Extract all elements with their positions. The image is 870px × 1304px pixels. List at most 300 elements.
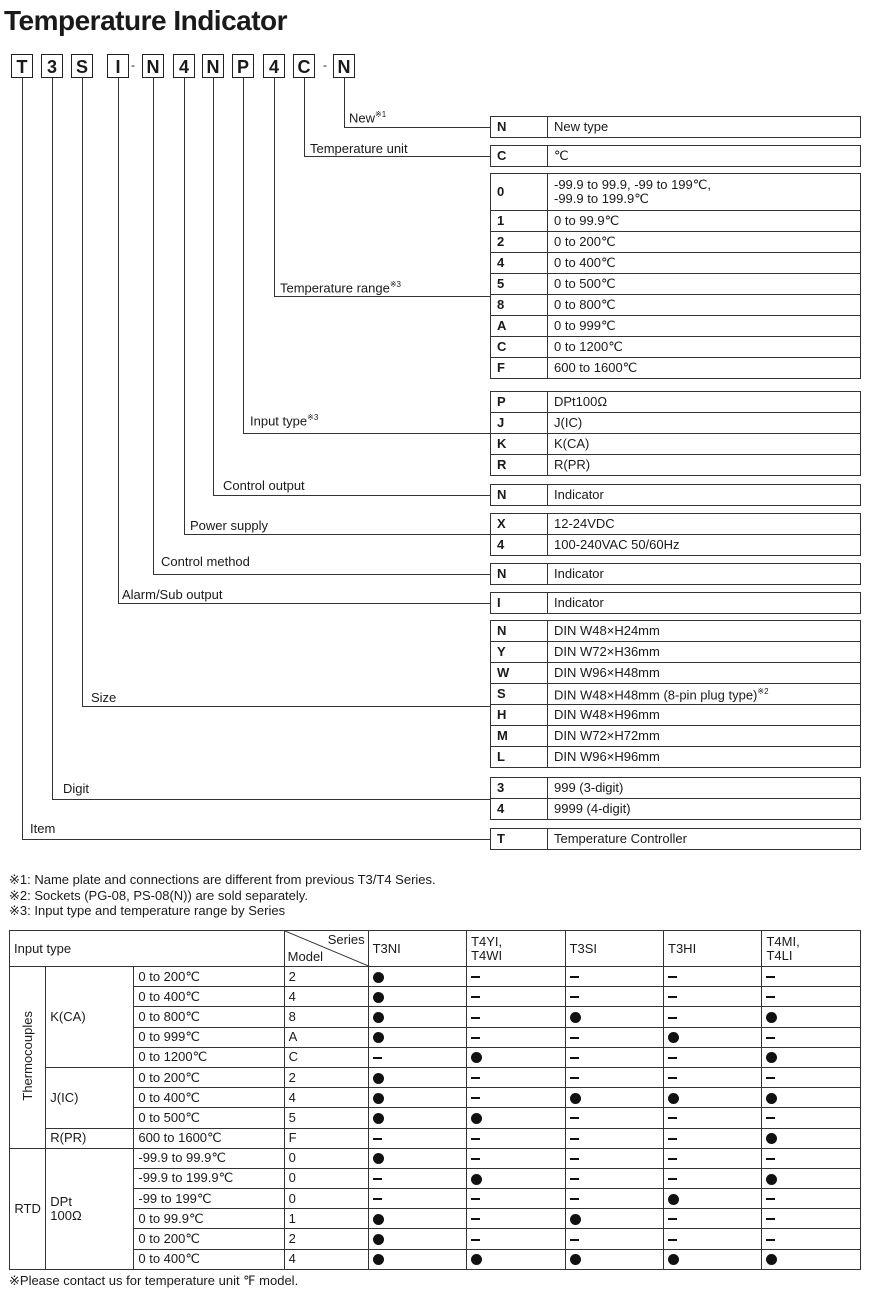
- branch-label-text: Digit: [63, 781, 90, 796]
- support-cell: [368, 1007, 466, 1027]
- option-row: [491, 295, 861, 316]
- temperature-range: 0 to 200℃: [134, 1067, 284, 1087]
- support-cell: [565, 1067, 663, 1087]
- unsupported-dash-icon: [668, 1117, 677, 1119]
- connector-line: [52, 78, 53, 799]
- option-code: P: [491, 392, 548, 413]
- input-group-label: RTD: [14, 1200, 41, 1216]
- model-code: 4: [284, 1249, 368, 1269]
- connector-line: [304, 156, 490, 157]
- branch-label: [30, 821, 55, 836]
- option-code: K: [491, 434, 548, 455]
- model-code: 0: [284, 1189, 368, 1209]
- option-row: [491, 434, 861, 455]
- option-code: A: [491, 316, 548, 337]
- option-row: [491, 564, 861, 585]
- option-description: DIN W96×H96mm: [548, 747, 861, 768]
- option-row: [491, 211, 861, 232]
- support-cell: [664, 1108, 762, 1128]
- code-char-8: P: [232, 54, 254, 78]
- unsupported-dash-icon: [471, 996, 480, 998]
- table-row: [10, 1027, 861, 1047]
- support-cell: [467, 967, 565, 987]
- support-cell: [664, 1229, 762, 1249]
- support-cell: [762, 1047, 861, 1067]
- support-cell: [467, 1249, 565, 1269]
- support-cell: [368, 967, 466, 987]
- supported-dot-icon: [471, 1113, 482, 1124]
- option-code: 4: [491, 253, 548, 274]
- support-cell: [762, 1108, 861, 1128]
- branch-label-text: Power supply: [190, 518, 269, 533]
- option-description: Indicator: [548, 564, 861, 585]
- unsupported-dash-icon: [766, 1218, 775, 1220]
- temperature-range: -99.9 to 99.9℃: [134, 1148, 284, 1168]
- supported-dot-icon: [766, 1093, 777, 1104]
- unsupported-dash-icon: [668, 1178, 677, 1180]
- temperature-range: 0 to 999℃: [134, 1027, 284, 1047]
- option-code: I: [491, 593, 548, 614]
- supported-dot-icon: [471, 1174, 482, 1185]
- input-group-label: Thermocouples: [19, 1011, 35, 1101]
- option-code: Y: [491, 642, 548, 663]
- option-description: DIN W72×H72mm: [548, 726, 861, 747]
- support-cell: [664, 1148, 762, 1168]
- unsupported-dash-icon: [570, 1178, 579, 1180]
- option-code: 1: [491, 211, 548, 232]
- code-char-2: 3: [41, 54, 63, 78]
- supported-dot-icon: [570, 1254, 581, 1265]
- support-cell: [664, 1007, 762, 1027]
- temperature-range: 0 to 400℃: [134, 1249, 284, 1269]
- code-char-4: I: [107, 54, 129, 78]
- supported-dot-icon: [668, 1254, 679, 1265]
- option-row: [491, 593, 861, 614]
- support-cell: [368, 1047, 466, 1067]
- option-description: 12-24VDC: [548, 514, 861, 535]
- support-cell: [762, 1249, 861, 1269]
- unsupported-dash-icon: [570, 1138, 579, 1140]
- option-code: W: [491, 663, 548, 684]
- option-row: [491, 705, 861, 726]
- option-table: [490, 592, 861, 614]
- support-cell: [467, 1229, 565, 1249]
- unsupported-dash-icon: [668, 1077, 677, 1079]
- option-description: 0 to 1200℃: [548, 337, 861, 358]
- connector-line: [22, 78, 23, 839]
- support-cell: [368, 1128, 466, 1148]
- supported-dot-icon: [668, 1194, 679, 1205]
- branch-label: [161, 554, 250, 569]
- unsupported-dash-icon: [570, 1158, 579, 1160]
- supported-dot-icon: [471, 1254, 482, 1265]
- support-cell: [565, 1088, 663, 1108]
- option-row: [491, 358, 861, 379]
- supported-dot-icon: [766, 1052, 777, 1063]
- option-row: [491, 392, 861, 413]
- support-cell: [565, 987, 663, 1007]
- unsupported-dash-icon: [766, 976, 775, 978]
- code-char-9: 4: [263, 54, 285, 78]
- series-model-header: [284, 931, 368, 967]
- supported-dot-icon: [471, 1052, 482, 1063]
- branch-label: [122, 587, 222, 602]
- supported-dot-icon: [766, 1012, 777, 1023]
- supported-dot-icon: [373, 1093, 384, 1104]
- unsupported-dash-icon: [766, 996, 775, 998]
- support-cell: [762, 987, 861, 1007]
- table-row: [10, 1088, 861, 1108]
- support-cell: [467, 1128, 565, 1148]
- temperature-range: 0 to 400℃: [134, 1088, 284, 1108]
- option-row: [491, 684, 861, 705]
- support-cell: [762, 1128, 861, 1148]
- supported-dot-icon: [373, 1012, 384, 1023]
- option-table: [490, 828, 861, 850]
- support-cell: [664, 1088, 762, 1108]
- unsupported-dash-icon: [766, 1198, 775, 1200]
- branch-label-text: New: [349, 110, 376, 126]
- connector-line: [344, 78, 345, 127]
- support-cell: [565, 1189, 663, 1209]
- unsupported-dash-icon: [373, 1057, 382, 1059]
- support-cell: [565, 1027, 663, 1047]
- footnote-mark: ※3: [389, 280, 401, 289]
- option-code: J: [491, 413, 548, 434]
- unsupported-dash-icon: [766, 1117, 775, 1119]
- unsupported-dash-icon: [668, 1138, 677, 1140]
- option-code: N: [491, 621, 548, 642]
- support-cell: [762, 967, 861, 987]
- temperature-range: 0 to 1200℃: [134, 1047, 284, 1067]
- connector-line: [153, 78, 154, 574]
- connector-line: [274, 78, 275, 296]
- footnote-2: ※2: Sockets (PG-08, PS-08(N)) are sold separately.: [9, 887, 308, 903]
- option-row: [491, 485, 861, 506]
- option-code: H: [491, 705, 548, 726]
- branch-label-text: Size: [91, 690, 117, 705]
- option-description: 100-240VAC 50/60Hz: [548, 535, 861, 556]
- option-code: 4: [491, 535, 548, 556]
- unsupported-dash-icon: [668, 976, 677, 978]
- support-cell: [368, 1067, 466, 1087]
- option-description: -99.9 to 99.9, -99 to 199℃, -99.9 to 199.9℃: [548, 174, 861, 211]
- table-row: [10, 987, 861, 1007]
- unsupported-dash-icon: [471, 976, 480, 978]
- supported-dot-icon: [668, 1032, 679, 1043]
- support-cell: [565, 1148, 663, 1168]
- temperature-range: -99 to 199℃: [134, 1189, 284, 1209]
- branch-label: [280, 280, 401, 295]
- branch-label: [310, 141, 408, 156]
- option-description: 0 to 400℃: [548, 253, 861, 274]
- supported-dot-icon: [766, 1133, 777, 1144]
- table-row: [10, 1067, 861, 1087]
- option-row: [491, 455, 861, 476]
- unsupported-dash-icon: [570, 976, 579, 978]
- unsupported-dash-icon: [373, 1178, 382, 1180]
- table-row: [10, 1209, 861, 1229]
- connector-line: [118, 603, 490, 604]
- table-row: [10, 1229, 861, 1249]
- series-label: Series: [327, 932, 365, 947]
- unsupported-dash-icon: [766, 1037, 775, 1039]
- option-code: L: [491, 747, 548, 768]
- branch-label: [349, 110, 386, 125]
- input-group-cell: [10, 967, 46, 1149]
- footnotes: [9, 872, 436, 919]
- support-cell: [565, 1108, 663, 1128]
- branch-label-text: Input type: [250, 413, 308, 429]
- unsupported-dash-icon: [570, 1057, 579, 1059]
- supported-dot-icon: [373, 1032, 384, 1043]
- unsupported-dash-icon: [668, 1218, 677, 1220]
- support-cell: [664, 1249, 762, 1269]
- option-code: 3: [491, 778, 548, 799]
- option-code: C: [491, 337, 548, 358]
- branch-label: [223, 478, 305, 493]
- supported-dot-icon: [570, 1012, 581, 1023]
- unsupported-dash-icon: [766, 1239, 775, 1241]
- option-code: 8: [491, 295, 548, 316]
- code-dash: -: [323, 58, 327, 72]
- model-code: 4: [284, 1088, 368, 1108]
- model-code: 4: [284, 987, 368, 1007]
- series-column-header: T4MI, T4LI: [762, 931, 861, 967]
- connector-line: [184, 534, 490, 535]
- unsupported-dash-icon: [471, 1158, 480, 1160]
- supported-dot-icon: [373, 1254, 384, 1265]
- option-description: DIN W72×H36mm: [548, 642, 861, 663]
- temperature-range: 0 to 500℃: [134, 1108, 284, 1128]
- unsupported-dash-icon: [471, 1097, 480, 1099]
- support-cell: [368, 1027, 466, 1047]
- support-cell: [368, 1249, 466, 1269]
- series-column-header: T3SI: [565, 931, 663, 967]
- unsupported-dash-icon: [471, 1037, 480, 1039]
- support-cell: [368, 1168, 466, 1188]
- option-description: 600 to 1600℃: [548, 358, 861, 379]
- option-code: 4: [491, 799, 548, 820]
- branch-label-text: Alarm/Sub output: [122, 587, 223, 602]
- unsupported-dash-icon: [570, 1198, 579, 1200]
- option-row: [491, 146, 861, 167]
- option-description: 0 to 500℃: [548, 274, 861, 295]
- model-label: Model: [287, 949, 324, 964]
- branch-label-text: Control output: [223, 478, 305, 493]
- support-cell: [368, 1229, 466, 1249]
- option-description: 9999 (4-digit): [548, 799, 861, 820]
- model-code: 0: [284, 1148, 368, 1168]
- model-code: 2: [284, 1067, 368, 1087]
- support-cell: [368, 1088, 466, 1108]
- option-description: Indicator: [548, 485, 861, 506]
- option-code: 2: [491, 232, 548, 253]
- support-cell: [762, 1067, 861, 1087]
- supported-dot-icon: [373, 1234, 384, 1245]
- branch-label: [91, 690, 116, 705]
- support-cell: [467, 1088, 565, 1108]
- option-description: 0 to 999℃: [548, 316, 861, 337]
- series-column-header: T3NI: [368, 931, 466, 967]
- option-table: [490, 173, 861, 379]
- footer-note: ※Please contact us for temperature unit ℉ model.: [9, 1273, 299, 1288]
- table-row: [10, 1249, 861, 1269]
- option-table: [490, 391, 861, 476]
- unsupported-dash-icon: [471, 1077, 480, 1079]
- supported-dot-icon: [373, 972, 384, 983]
- unsupported-dash-icon: [471, 1017, 480, 1019]
- support-cell: [565, 1168, 663, 1188]
- unsupported-dash-icon: [471, 1198, 480, 1200]
- option-row: [491, 117, 861, 138]
- temperature-range: 0 to 200℃: [134, 967, 284, 987]
- footnote-3: ※3: Input type and temperature range by Series: [9, 903, 286, 918]
- unsupported-dash-icon: [668, 1239, 677, 1241]
- support-cell: [762, 1027, 861, 1047]
- option-description: DIN W48×H48mm (8-pin plug type)$^{※2}$: [548, 684, 861, 705]
- connector-line: [118, 78, 119, 603]
- option-row: [491, 174, 861, 211]
- model-code: 2: [284, 967, 368, 987]
- support-cell: [664, 967, 762, 987]
- input-type-header: Input type: [10, 931, 285, 967]
- option-row: [491, 514, 861, 535]
- input-sub-type: DPt 100Ω: [46, 1148, 134, 1269]
- support-cell: [368, 987, 466, 1007]
- option-row: [491, 232, 861, 253]
- temperature-range: 600 to 1600℃: [134, 1128, 284, 1148]
- temperature-range: 0 to 99.9℃: [134, 1209, 284, 1229]
- connector-line: [213, 78, 214, 495]
- connector-line: [22, 839, 490, 840]
- option-row: [491, 621, 861, 642]
- support-cell: [467, 1189, 565, 1209]
- connector-line: [243, 78, 244, 433]
- option-table: [490, 513, 861, 556]
- option-code: R: [491, 455, 548, 476]
- option-code: S: [491, 684, 548, 705]
- support-cell: [467, 1067, 565, 1087]
- option-description: DPt100Ω: [548, 392, 861, 413]
- option-description: R(PR): [548, 455, 861, 476]
- table-row: [10, 1189, 861, 1209]
- temperature-range: -99.9 to 199.9℃: [134, 1168, 284, 1188]
- connector-line: [52, 799, 490, 800]
- support-cell: [762, 1007, 861, 1027]
- table-row: [10, 1007, 861, 1027]
- support-cell: [762, 1229, 861, 1249]
- support-cell: [664, 1168, 762, 1188]
- connector-line: [274, 296, 490, 297]
- unsupported-dash-icon: [373, 1198, 382, 1200]
- option-code: F: [491, 358, 548, 379]
- support-cell: [664, 1209, 762, 1229]
- option-table: [490, 777, 861, 820]
- temperature-range: 0 to 800℃: [134, 1007, 284, 1027]
- unsupported-dash-icon: [766, 1158, 775, 1160]
- option-code: N: [491, 117, 548, 138]
- table-row: [10, 1047, 861, 1067]
- table-row: [10, 1148, 861, 1168]
- support-cell: [565, 1209, 663, 1229]
- code-char-10: C: [293, 54, 315, 78]
- connector-line: [82, 78, 83, 706]
- footnote-mark: ※2: [757, 687, 769, 697]
- supported-dot-icon: [373, 1214, 384, 1225]
- option-row: [491, 663, 861, 684]
- unsupported-dash-icon: [570, 1117, 579, 1119]
- support-cell: [762, 1168, 861, 1188]
- temperature-range: 0 to 400℃: [134, 987, 284, 1007]
- support-cell: [565, 967, 663, 987]
- option-description: Temperature Controller: [548, 829, 861, 850]
- unsupported-dash-icon: [668, 1158, 677, 1160]
- support-cell: [664, 1027, 762, 1047]
- input-sub-type: R(PR): [46, 1128, 134, 1148]
- code-char-11: N: [333, 54, 355, 78]
- series-compatibility-table: [9, 930, 861, 1270]
- unsupported-dash-icon: [668, 1057, 677, 1059]
- option-description: New type: [548, 117, 861, 138]
- option-code: C: [491, 146, 548, 167]
- model-code: 0: [284, 1168, 368, 1188]
- code-char-3: S: [71, 54, 93, 78]
- support-cell: [467, 987, 565, 1007]
- series-column-header: T3HI: [664, 931, 762, 967]
- option-description: K(CA): [548, 434, 861, 455]
- option-description: ℃: [548, 146, 861, 167]
- supported-dot-icon: [373, 1073, 384, 1084]
- option-code: N: [491, 564, 548, 585]
- option-row: [491, 274, 861, 295]
- support-cell: [467, 1047, 565, 1067]
- table-row: [10, 1128, 861, 1148]
- connector-line: [304, 78, 305, 156]
- option-code: N: [491, 485, 548, 506]
- supported-dot-icon: [373, 992, 384, 1003]
- support-cell: [565, 1128, 663, 1148]
- branch-label-text: Control method: [161, 554, 250, 569]
- support-cell: [762, 1088, 861, 1108]
- code-char-7: N: [202, 54, 224, 78]
- table-row: [10, 967, 861, 987]
- support-cell: [467, 1027, 565, 1047]
- support-cell: [664, 1189, 762, 1209]
- unsupported-dash-icon: [570, 996, 579, 998]
- option-row: [491, 778, 861, 799]
- support-cell: [565, 1007, 663, 1027]
- page-title: Temperature Indicator: [4, 5, 288, 36]
- supported-dot-icon: [570, 1093, 581, 1104]
- option-description: 0 to 99.9℃: [548, 211, 861, 232]
- code-char-1: T: [11, 54, 33, 78]
- option-row: [491, 747, 861, 768]
- option-row: [491, 799, 861, 820]
- option-row: [491, 337, 861, 358]
- option-row: [491, 642, 861, 663]
- support-cell: [467, 1007, 565, 1027]
- support-cell: [368, 1108, 466, 1128]
- unsupported-dash-icon: [766, 1077, 775, 1079]
- supported-dot-icon: [373, 1113, 384, 1124]
- model-code: A: [284, 1027, 368, 1047]
- option-description: Indicator: [548, 593, 861, 614]
- connector-line: [213, 495, 490, 496]
- branch-label-text: Temperature unit: [310, 141, 408, 156]
- branch-label: [190, 518, 268, 533]
- model-code: 5: [284, 1108, 368, 1128]
